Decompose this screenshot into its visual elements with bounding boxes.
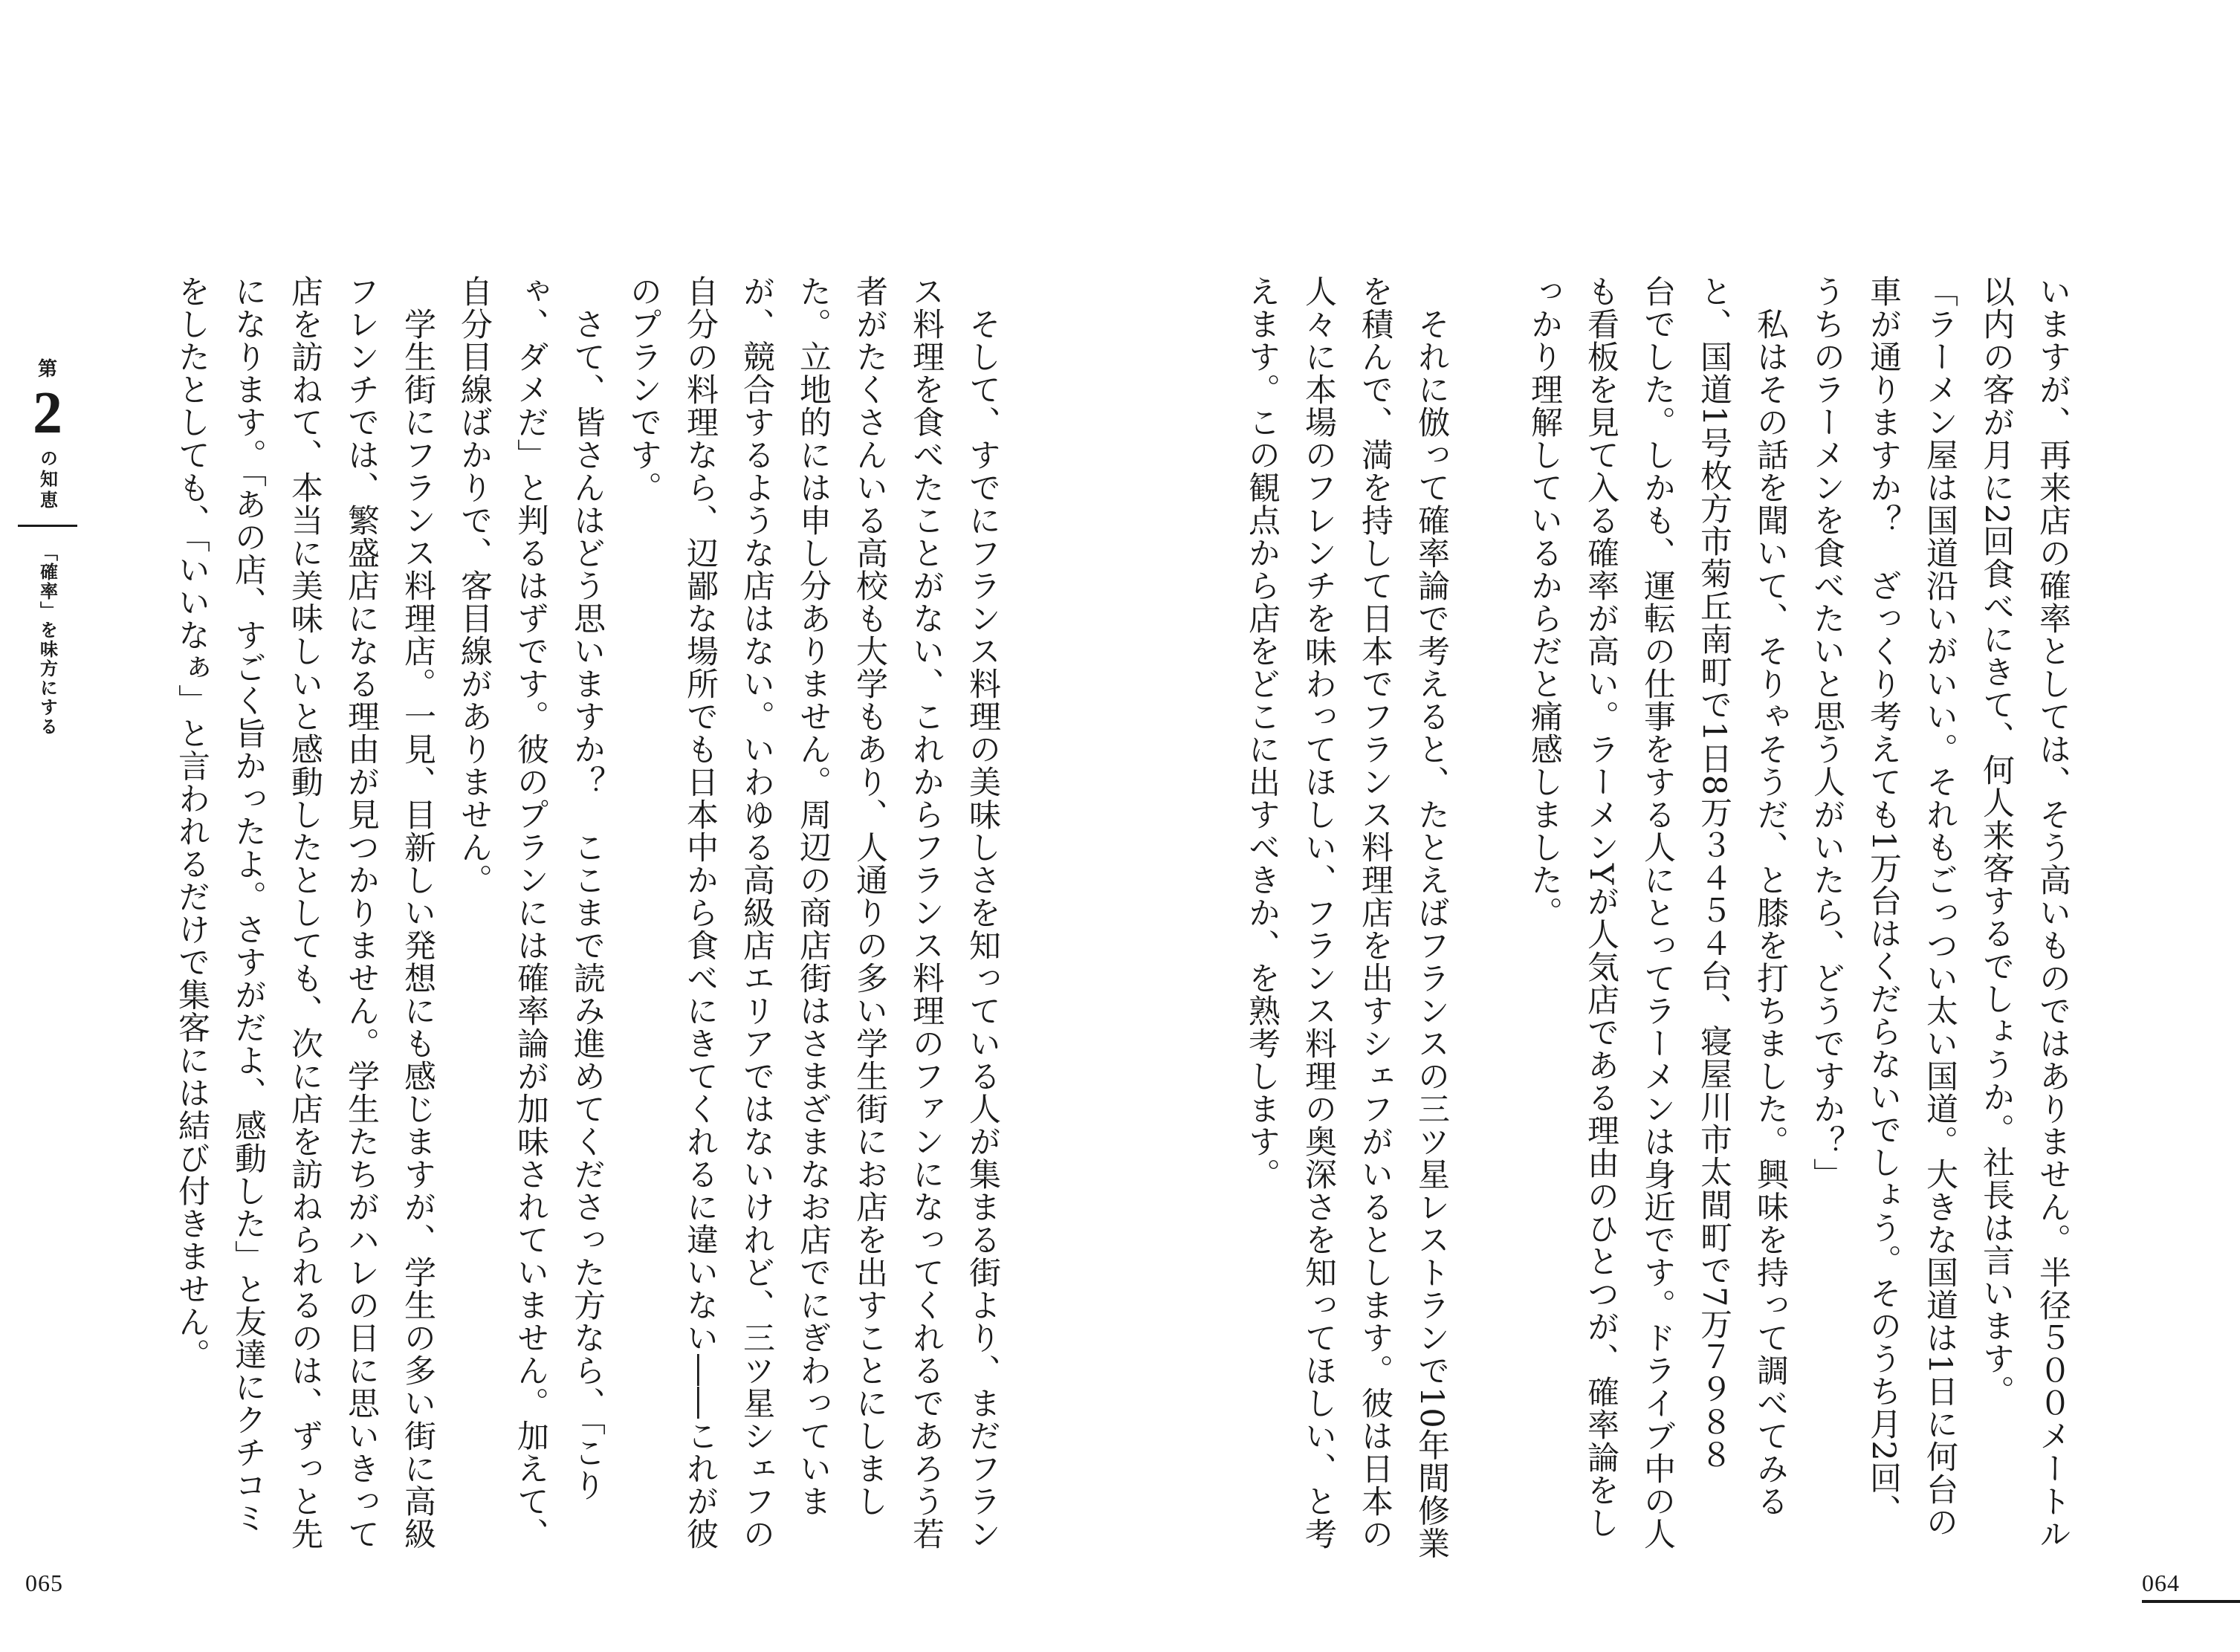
text-line: いますが、再来店の確率としては、そう高いものではありません。半径５００メートル: [2034, 275, 2071, 1550]
text-line: うちのラーメンを食べたいと思う人がいたら、どうですか？」: [1808, 275, 1845, 1191]
text-line: た。立地的には申し分ありません。周辺の商店街はさまざまなお店でにぎわっていま: [794, 275, 832, 1517]
chapter-divider: [18, 525, 77, 527]
text-line: それに倣って確率論で考えると、たとえばフランスの三ツ星レストランで10年間修業: [1413, 275, 1450, 1560]
chapter-number: 2: [33, 380, 62, 446]
text-line: フレンチでは、繁盛店になる理由が見つかりません。学生たちがハレの日に思いきって: [343, 275, 380, 1550]
text-line: 学生街にフランス料理店。一見、目新しい発想にも感じますが、学生の多い街に高級: [399, 275, 436, 1550]
chapter-suffix: の知恵: [36, 449, 58, 511]
text-line: ス料理を食べたことがない、これからフランス料理のファンになってくれるであろう若: [907, 275, 945, 1550]
text-line: そして、すでにフランス料理の美味しさを知っている人が集まる街より、まだフラン: [964, 275, 1001, 1550]
page-number-right: 064: [2142, 1570, 2180, 1596]
text-line: も看板を見て入る確率が高い。ラーメンYが人気店である理由のひとつが、確率論をし: [1582, 275, 1619, 1540]
page-number-left: 065: [25, 1570, 63, 1596]
text-line: になります。「あの店、すごく旨かったよ。さすがだよ、感動した」と友達にクチコミ: [230, 275, 267, 1535]
text-line: 「ラーメン屋は国道沿いがいい。それもごっつい太い国道。大きな国道は1日に何台の: [1921, 275, 1958, 1539]
chapter-title: 「確率」を味方にする: [36, 543, 58, 736]
text-line: 台でした。しかも、運転の仕事をする人にとってラーメンは身近です。ドライブ中の人: [1639, 275, 1676, 1550]
text-line: 車が通りますか？ ざっくり考えても1万台はくだらないでしょう。そのうち月2回、: [1865, 275, 1902, 1527]
page-number-rule: [2142, 1600, 2240, 1603]
text-line: さて、皆さんはどう思いますか？ ここまで読み進めてくださった方なら、「こり: [569, 275, 606, 1502]
text-line: ゃ、ダメだ」と判るはずです。彼のプランには確率論が加味されていません。加えて、: [512, 275, 549, 1550]
text-line: 人々に本場のフレンチを味わってほしい、フランス料理の奥深さを知ってほしい、と考: [1300, 275, 1337, 1550]
text-line: 自分の料理なら、辺鄙な場所でも日本中から食べにきてくれるに違いない――これが彼: [682, 275, 719, 1550]
text-line: をしたとしても、「いいなぁ」と言われるだけで集客には結び付きません。: [173, 275, 210, 1371]
right-page-text: [1234, 275, 2081, 1560]
text-line: のプランです。: [625, 275, 662, 504]
text-line: が、競合するような店はない。いわゆる高級店エリアではないけれど、三ツ星シェフの: [738, 275, 775, 1550]
text-line: 私はその話を聞いて、そりゃそうだ、と膝を打ちました。興味を持って調べてみる: [1752, 275, 1789, 1517]
text-line: と、国道1号枚方市菊丘南町で1日8万３４５４台、寝屋川市太間町で7万７９８８: [1695, 275, 1732, 1471]
text-line: 者がたくさんいる高校も大学もあり、人通りの多い学生街にお店を出すことにしまし: [851, 275, 888, 1517]
text-line: っかり理解しているからだと痛感しました。: [1526, 275, 1563, 929]
chapter-tab: [18, 358, 77, 736]
text-line: 店を訪ねて、本当に美味しいと感動したとしても、次に店を訪ねられるのは、ずっと先: [286, 275, 323, 1550]
text-line: を積んで、満を持して日本でフランス料理店を出すシェフがいるとします。彼は日本の: [1356, 275, 1393, 1550]
text-line: 自分目線ばかりで、客目線がありません。: [456, 275, 493, 896]
text-line: えます。この観点から店をどこに出すべきか、を熟考します。: [1243, 275, 1281, 1191]
text-line: 以内の客が月に2回食べにきて、何人来客するでしょうか。社長は言います。: [1978, 275, 2015, 1408]
left-page-text: [164, 275, 1011, 1550]
chapter-prefix: 第: [37, 358, 57, 380]
